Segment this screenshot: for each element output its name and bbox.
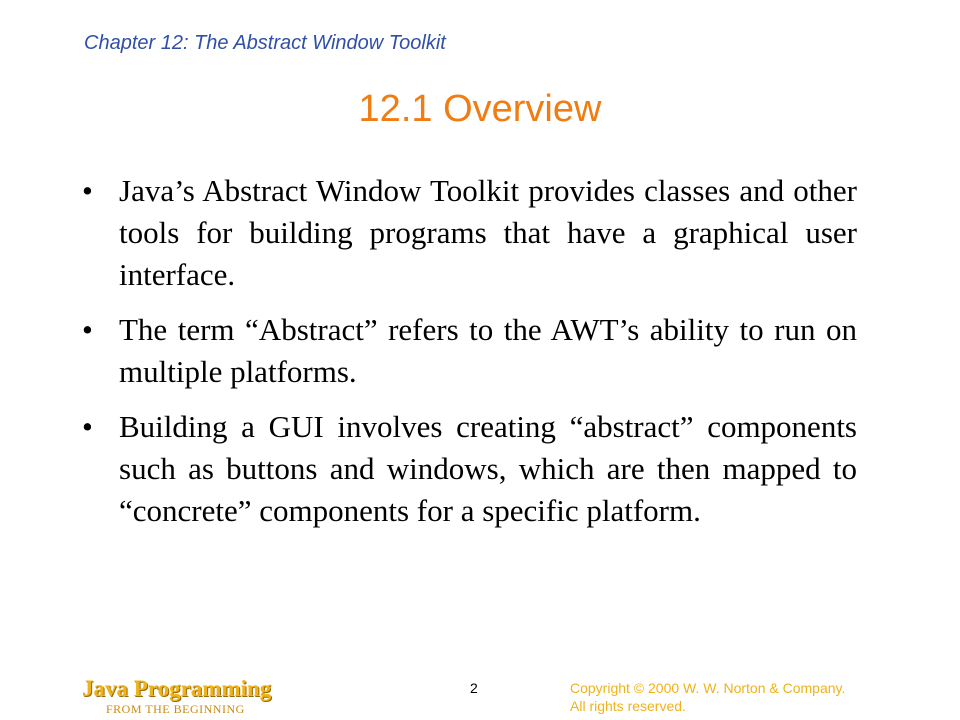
bullet-item (82, 406, 857, 532)
copyright-notice (570, 679, 910, 715)
bullet-dot-icon: • (82, 409, 93, 444)
copyright-line-2: All rights reserved. (570, 698, 686, 714)
bullet-dot-icon: • (82, 312, 93, 347)
chapter-header: Chapter 12: The Abstract Window Toolkit (84, 32, 446, 54)
bullet-text: Building a GUI involves creating “abstract” components such as buttons and windows, which are then mapped to “concrete” components for a specific platform. (119, 409, 857, 528)
bullet-list (82, 170, 857, 545)
page-number: 2 (470, 680, 478, 696)
bullet-dot-icon: • (82, 173, 93, 208)
slide-title: 12.1 Overview (358, 88, 602, 130)
bullet-item (82, 170, 857, 296)
logo-title: Java Programming (82, 676, 272, 701)
bullet-text: Java’s Abstract Window Toolkit provides classes and other tools for building programs that have a graphical user interface. (119, 173, 857, 292)
bullet-text: The term “Abstract” refers to the AWT’s ability to run on multiple platforms. (119, 312, 857, 389)
bullet-item (82, 309, 857, 393)
book-logo (82, 676, 322, 716)
copyright-line-1: Copyright © 2000 W. W. Norton & Company. (570, 680, 846, 696)
logo-subtitle: FROM THE BEGINNING (106, 702, 245, 716)
